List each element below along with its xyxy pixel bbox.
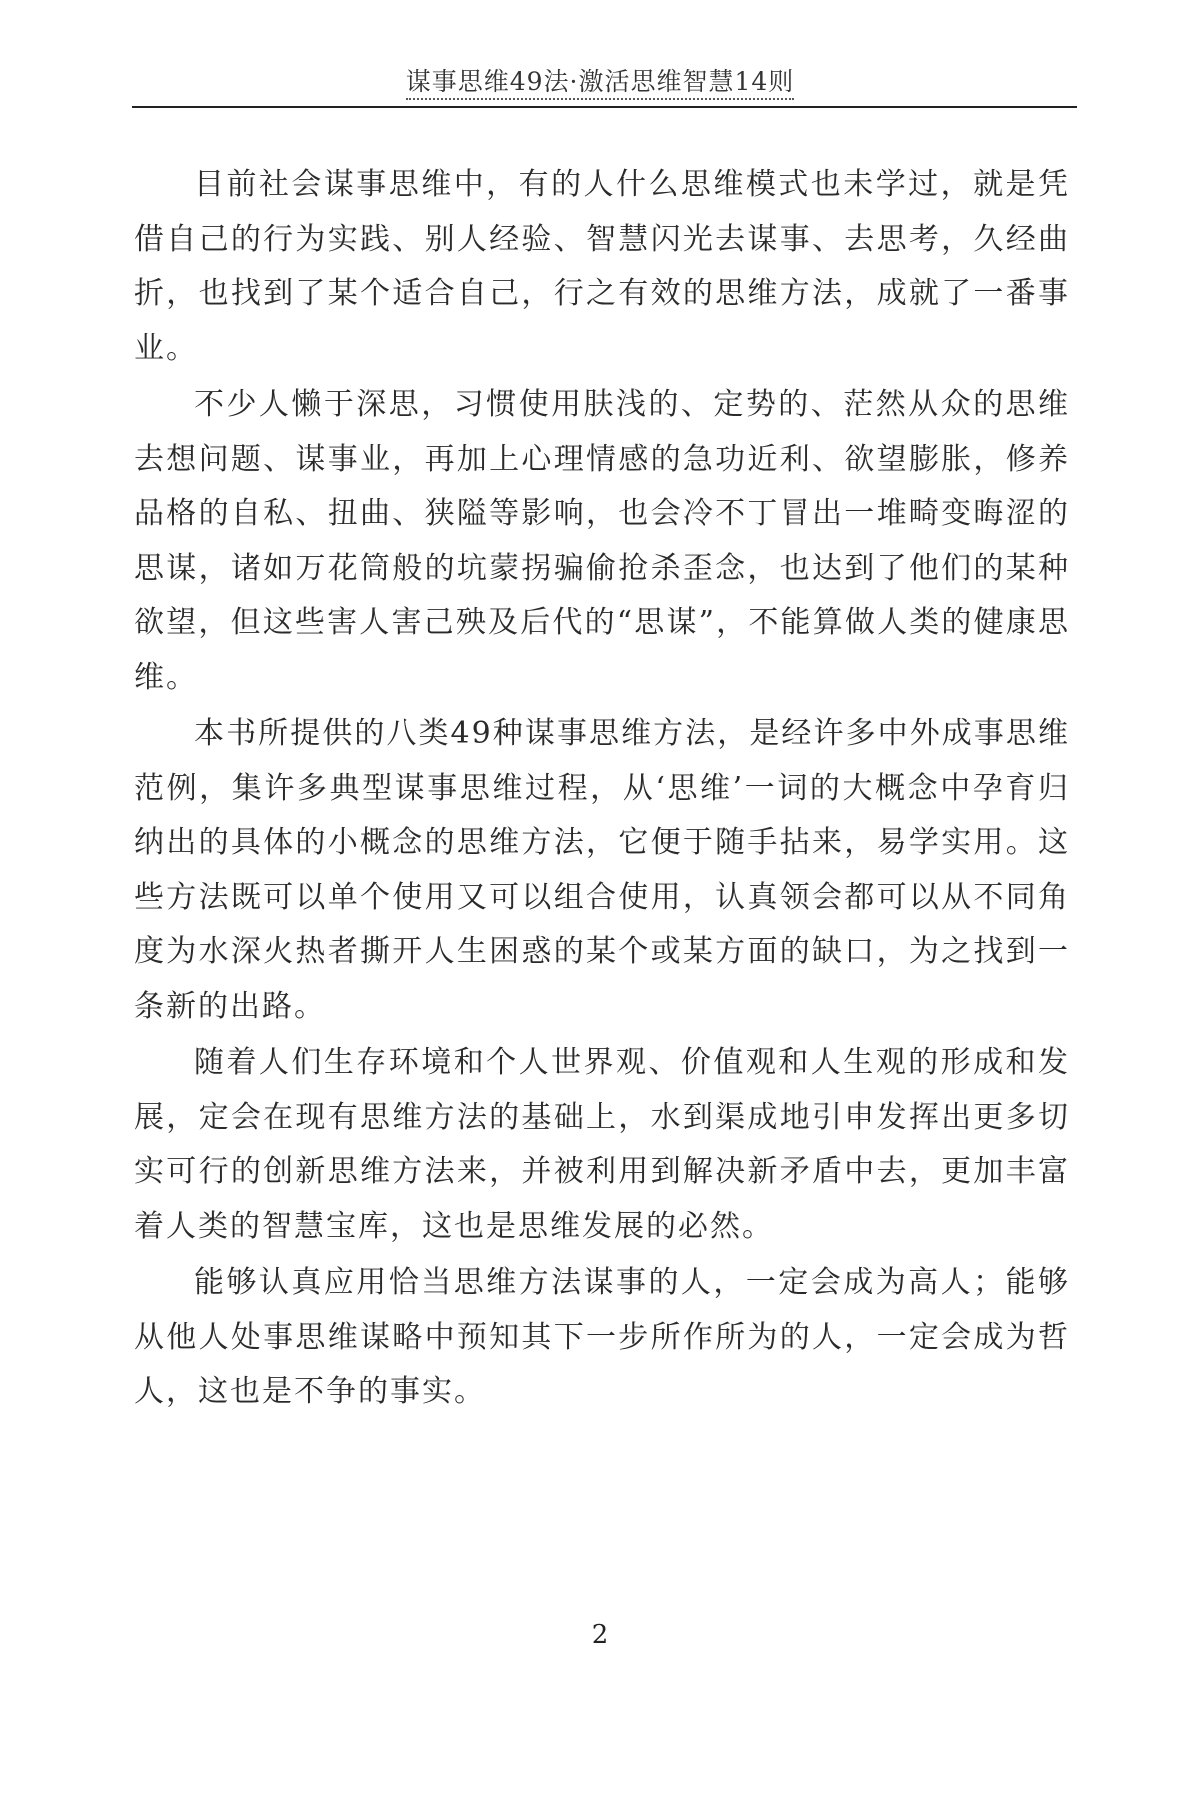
paragraph-2: 不少人懒于深思，习惯使用肤浅的、定势的、茫然从众的思维去想问题、谋事业，再加上心理情感的急功近利、欲望膨胀，修养品格的自私、扭曲、狭隘等影响，也会冷不丁冒出一堆畸变晦涩的思谋，诸如万花筒般的坑蒙拐骗偷抢杀歪念，也达到了他们的某种欲望，但这些害人害己殃及后代的“思谋”，不能算做人类的健康思维。: [134, 387, 1070, 695]
paragraph-4: 随着人们生存环境和个人世界观、价值观和人生观的形成和发展，定会在现有思维方法的基础上，水到渠成地引申发挥出更多切实可行的创新思维方法来，并被利用到解决新矛盾中去，更加丰富着人类的智慧宝库，这也是思维发展的必然。: [134, 1045, 1070, 1244]
paragraph-5: 能够认真应用恰当思维方法谋事的人，一定会成为高人；能够从他人处事思维谋略中预知其下一步所作所为的人，一定会成为哲人，这也是不争的事实。: [134, 1265, 1070, 1409]
page-number: 2: [591, 1620, 609, 1650]
header-rule: [132, 106, 1077, 108]
paragraph-1: 目前社会谋事思维中，有的人什么思维模式也未学过，就是凭借自己的行为实践、别人经验、智慧闪光去谋事、去思考，久经曲折，也找到了某个适合自己，行之有效的思维方法，成就了一番事业。: [134, 167, 1070, 366]
paragraph-3: 本书所提供的八类49种谋事思维方法，是经许多中外成事思维范例，集许多典型谋事思维过程，从‘思维’一词的大概念中孕育归纳出的具体的小概念的思维方法，它便于随手拈来，易学实用。这些方法既可以单个使用又可以组合使用，认真领会都可以从不同角度为水深火热者撕开人生困惑的某个或某方面的缺口，为之找到一条新的出路。: [134, 716, 1070, 1024]
body-text: [134, 158, 1070, 1422]
running-header-title: 谋事思维49法·激活思维智慧14则: [406, 67, 795, 100]
running-header: [0, 62, 1200, 98]
